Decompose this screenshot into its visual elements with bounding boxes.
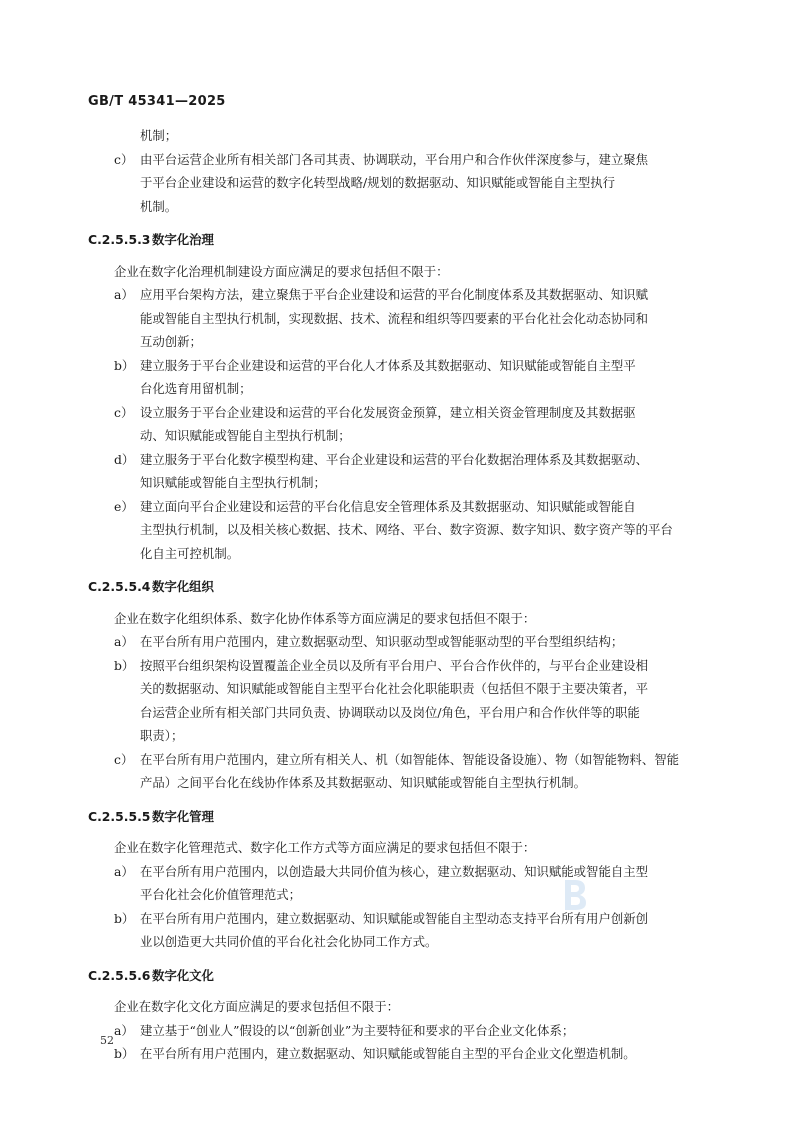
page-number: 52 [100,1034,114,1047]
sections-container [88,228,708,1066]
item-label: a） [114,287,134,302]
list-item [88,654,708,748]
watermark-icon [562,878,588,912]
continuation-text: 机制； [140,128,178,143]
item-line: 台运营企业所有相关部门共同负责、协调联动以及岗位/角色，平台用户和合作伙伴等的职能 [140,704,640,720]
list-item [88,1019,708,1043]
item-line: 业以创造更大共同价值的平台化社会化协同工作方式。 [140,934,438,949]
item-line: 产品）之间平台化在线协作体系及其数据驱动、知识赋能或智能自主型执行机制。 [140,775,587,790]
section-number: C.2.5.5.5 [88,808,151,824]
item-label: d） [114,451,135,467]
standard-number: GB/T 45341—2025 [88,94,226,109]
section-number: C.2.5.5.3 [88,232,151,247]
item-line: 由平台运营企业所有相关部门各司其责、协调联动，平台用户和合作伙伴深度参与，建立聚焦 [140,151,649,167]
section-title: 数字化治理 [152,232,214,247]
list-item [88,630,708,654]
item-line: 主型执行机制，以及相关核心数据、技术、网络、平台、数字资源、数字知识、数字资产等的平台 [140,522,673,537]
item-line: 在平台所有用户范围内，以创造最大共同价值为核心，建立数据驱动、知识赋能或智能自主型 [140,863,649,879]
list-item [88,1042,708,1066]
item-label: e） [114,498,134,514]
section-heading [88,228,708,252]
item-line: 能或智能自主型执行机制，实现数据、技术、流程和组织等四要素的平台化社会化动态协同和 [140,310,649,326]
list-item [88,448,708,495]
section-title: 数字化组织 [152,579,214,594]
list-item [88,283,708,354]
item-line: 在平台所有用户范围内，建立数据驱动、知识赋能或智能自主型的平台企业文化塑造机制。 [140,1046,636,1061]
section-heading [88,964,708,988]
item-line: 在平台所有用户范围内，建立数据驱动、知识赋能或智能自主型动态支持平台所有用户创新创 [140,910,649,926]
item-line: 知识赋能或智能自主型执行机制； [140,475,326,490]
item-label: a） [114,863,134,879]
section-intro: 企业在数字化管理范式、数字化工作方式等方面应满足的要求包括但不限于： [114,840,536,855]
item-line: 互动创新； [140,334,202,349]
item-line: 建立服务于平台企业建设和运营的平台化人才体系及其数据驱动、知识赋能或智能自主型平 [140,357,636,373]
item-line: 按照平台组织架构设置覆盖企业全员以及所有平台用户、平台合作伙伴的，与平台企业建设相 [140,657,649,673]
list-item [88,495,708,566]
section-number: C.2.5.5.4 [88,579,151,594]
item-line: 设立服务于平台企业建设和运营的平台化发展资金预算，建立相关资金管理制度及其数据驱 [140,404,636,420]
section-title: 数字化文化 [152,967,214,983]
item-label: c） [114,751,134,767]
section-heading [88,575,708,599]
section-intro: 企业在数字化文化方面应满足的要求包括但不限于： [114,999,399,1014]
section-heading [88,805,708,829]
item-label: b） [114,357,135,373]
item-line: 台化选育用留机制； [140,381,252,396]
item-line: 应用平台架构方法，建立聚焦于平台企业建设和运营的平台化制度体系及其数据驱动、知识赋 [140,287,649,302]
section-intro: 企业在数字化组织体系、数字化协作体系等方面应满足的要求包括但不限于： [114,610,536,626]
item-line: 建立服务于平台化数字模型构建、平台企业建设和运营的平台化数据治理体系及其数据驱动、 [140,451,649,467]
item-line: 职责）； [140,728,184,743]
section-intro: 企业在数字化治理机制建设方面应满足的要求包括但不限于： [114,263,449,279]
item-line: 平台化社会化价值管理范式； [140,887,302,902]
item-label: a） [114,634,134,649]
list-item [88,907,708,954]
item-label: c） [114,151,134,167]
item-label: b） [114,1046,135,1061]
item-line: 于平台企业建设和运营的数字化转型战略/规划的数据驱动、知识赋能或智能自主型执行 [140,175,616,190]
list-item [88,354,708,401]
list-item [88,401,708,448]
item-line: 建立基于“创业人”假设的以“创新创业”为主要特征和要求的平台企业文化体系； [140,1022,575,1038]
section-number: C.2.5.5.6 [88,967,151,983]
item-line: 化自主可控机制。 [140,545,240,561]
item-line: 在平台所有用户范围内，建立数据驱动型、知识驱动型或智能驱动型的平台型组织结构； [140,634,624,649]
item-label: b） [114,910,135,926]
section-title: 数字化管理 [152,808,214,824]
item-label: b） [114,657,135,673]
item-line: 在平台所有用户范围内，建立所有相关人、机（如智能体、智能设备设施）、物（如智能物料、智能 [140,751,679,767]
list-item [88,748,708,795]
item-line: 关的数据驱动、知识赋能或智能自主型平台化社会化职能职责（包括但不限于主要决策者，平 [140,681,649,696]
continuation-item-c [88,148,708,219]
list-item [88,860,708,907]
document-body [88,124,708,1066]
item-line: 动、知识赋能或智能自主型执行机制； [140,428,351,443]
item-line: 机制。 [140,198,178,214]
item-label: c） [114,404,134,420]
item-line: 建立面向平台企业建设和运营的平台化信息安全管理体系及其数据驱动、知识赋能或智能自 [140,498,636,514]
item-label: a） [114,1022,134,1038]
